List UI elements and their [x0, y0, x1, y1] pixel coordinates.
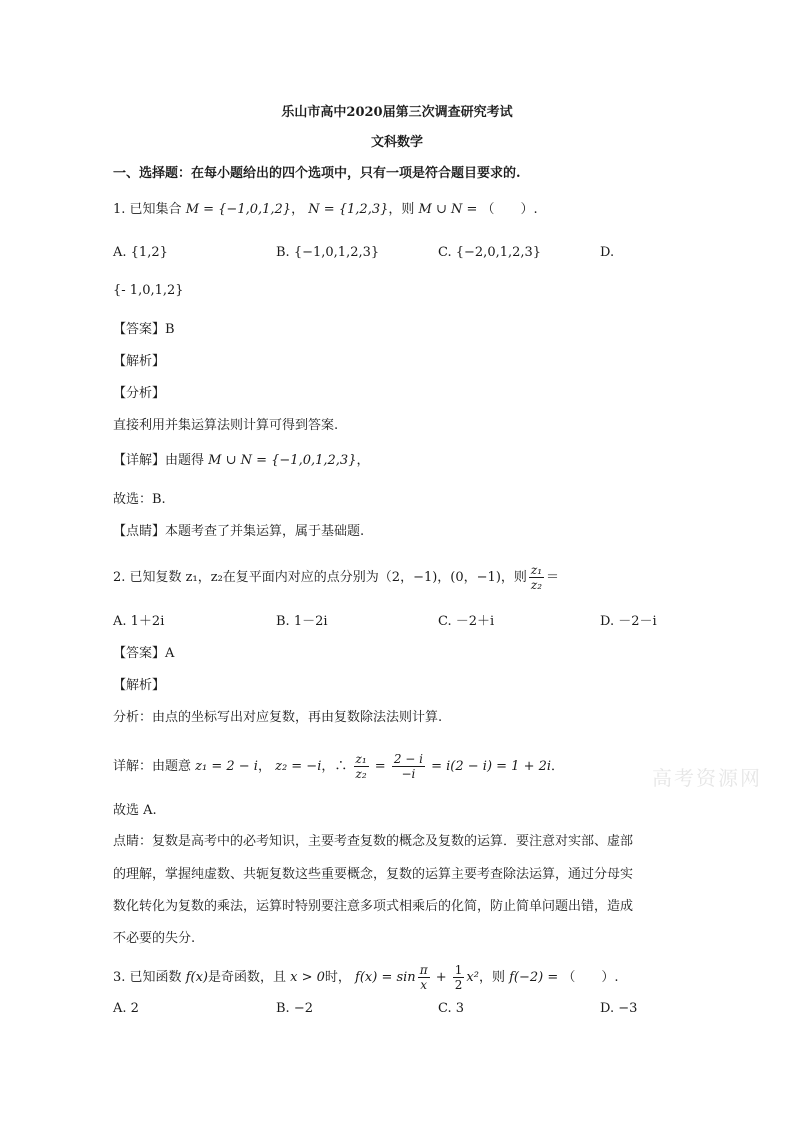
numerator: π — [419, 963, 428, 977]
q1-fenxi-text: 直接利用并集运算法则计算可得到答案. — [113, 418, 339, 433]
q1-option-d-value: {- 1,0,1,2} — [113, 283, 184, 298]
exam-subtitle: 文科数学 — [370, 135, 423, 150]
numerator: 1 — [454, 963, 463, 977]
punctuation: ， — [356, 453, 370, 468]
numerator: z₁ — [530, 563, 543, 577]
section-heading: 一、选择题：在每小题给出的四个选项中，只有一项是符合题目要求的. — [113, 166, 521, 181]
function-value: f(−2) — [509, 970, 544, 985]
fraction-pi-over-x — [418, 963, 430, 992]
equals-sign: = — [370, 759, 390, 774]
option-label: C. — [438, 245, 456, 260]
denominator: z₂ — [530, 578, 543, 592]
separator: ， — [291, 202, 309, 217]
option-value: {−1,0,1,2,3} — [293, 245, 380, 260]
question-2 — [113, 563, 559, 592]
q2-option-d — [600, 612, 657, 632]
detail-math: M ∪ N = {−1,0,1,2,3} — [208, 453, 357, 468]
q2-analysis-heading: 【解析】 — [113, 678, 166, 693]
option-value: −2 — [293, 1001, 313, 1016]
function-fx: f(x) — [185, 970, 208, 985]
question-text: ，则 — [388, 202, 419, 217]
denominator: x — [420, 978, 428, 992]
therefore-symbol: ，∴ — [321, 759, 352, 774]
q2-detail — [113, 752, 564, 781]
option-label: B. — [276, 1001, 294, 1016]
question-text: 已知集合 — [129, 202, 186, 217]
q2-option-b — [276, 612, 328, 632]
option-label: A. — [113, 1001, 131, 1016]
union-expression: M ∪ N — [418, 202, 463, 217]
q1-option-d — [600, 243, 614, 263]
q3-option-d — [600, 999, 637, 1019]
fraction-2-minus-i — [392, 752, 425, 781]
option-value: －2＋i — [455, 614, 495, 629]
option-value: 3 — [455, 1001, 465, 1016]
question-text: 已知函数 — [129, 970, 186, 985]
option-label: B. — [276, 614, 294, 629]
question-number: 3. — [113, 970, 130, 985]
option-label: C. — [438, 1001, 456, 1016]
question-text: 时， — [324, 970, 356, 985]
q2-option-c — [438, 612, 494, 632]
option-label: A. — [113, 245, 131, 260]
detail-label: 详解：由题意 — [113, 759, 196, 774]
option-label: A. — [113, 614, 131, 629]
option-value: −3 — [618, 1001, 638, 1016]
numerator: z₁ — [355, 752, 367, 766]
z2-expression: z₂ = −i — [275, 759, 322, 774]
q2-comment-line-2: 的理解，掌握纯虚数、共轭复数这些重要概念，复数的运算主要考查除法运算，通过分母实 — [113, 867, 634, 882]
condition: x > 0 — [290, 970, 325, 985]
q2-option-a — [113, 612, 164, 632]
numerator: 2 − i — [393, 752, 423, 766]
set-m: M = {−1,0,1,2} — [185, 202, 292, 217]
question-number: 1. — [113, 202, 130, 217]
option-value: 2 — [130, 1001, 139, 1016]
z1-expression: z₁ = 2 − i — [195, 759, 258, 774]
q3-option-b — [276, 999, 313, 1019]
denominator: 2 — [454, 978, 463, 992]
exam-title: 乐山市高中2020届第三次调查研究考试 — [281, 105, 513, 120]
q2-comment-line-3: 数化转化为复数的乘法，运算时特别要注意多项式相乘后的化简，防止简单问题出错，造成 — [113, 899, 634, 914]
q1-analysis-heading: 【解析】 — [113, 354, 166, 369]
separator: ， — [257, 759, 276, 774]
option-value: 1－2i — [293, 614, 328, 629]
equals-sign: ＝ — [546, 570, 560, 585]
q3-option-a — [113, 999, 139, 1019]
denominator: −i — [401, 767, 416, 781]
question-text: 是奇函数，且 — [207, 970, 291, 985]
option-label: D. — [600, 245, 615, 260]
option-value: 1＋2i — [130, 614, 165, 629]
q2-comment-line-1: 点睛：复数是高考中的必考知识，主要考查复数的概念及复数的运算．要注意对实部、虚部 — [113, 834, 634, 849]
option-label: C. — [438, 614, 456, 629]
option-label: D. — [600, 1001, 619, 1016]
option-value: －2－i — [618, 614, 657, 629]
result-expression: = i(2 − i) = 1 + 2i — [426, 759, 552, 774]
q1-detail — [113, 451, 369, 471]
fraction-z1-over-z2 — [529, 563, 544, 592]
punctuation: ． — [551, 759, 565, 774]
q2-comment-line-4: 不必要的失分. — [113, 931, 196, 946]
question-text: = （ ）. — [543, 970, 619, 985]
plus-sign: + — [431, 970, 451, 985]
fraction-z1-z2 — [354, 752, 369, 781]
question-text: 已知复数 z₁，z₂在复平面内对应的点分别为（2，−1)，(0，−1)，则 — [129, 570, 527, 585]
detail-label: 【详解】由题得 — [113, 453, 209, 468]
q1-comment: 【点睛】本题考查了并集运算，属于基础题. — [113, 524, 365, 539]
question-number: 2. — [113, 570, 130, 585]
set-n: N = {1,2,3} — [308, 202, 389, 217]
option-value: {1,2} — [130, 245, 168, 260]
watermark: 高考资源网 — [652, 766, 762, 790]
q1-fenxi-heading: 【分析】 — [113, 386, 166, 401]
question-3 — [113, 963, 619, 992]
option-value: {−2,0,1,2,3} — [455, 245, 542, 260]
q2-answer: 【答案】A — [113, 646, 175, 661]
q1-option-b — [276, 243, 379, 263]
question-text: = （ ）. — [462, 202, 538, 217]
q1-option-c — [438, 243, 541, 263]
question-1 — [113, 200, 538, 220]
fraction-one-half — [453, 963, 465, 992]
option-label: B. — [276, 245, 294, 260]
option-label: D. — [600, 614, 619, 629]
denominator: z₂ — [355, 767, 367, 781]
q2-fenxi: 分析：由点的坐标写出对应复数，再由复数除法法则计算. — [113, 710, 443, 725]
q1-conclusion: 故选：B. — [113, 492, 166, 507]
q2-conclusion: 故选 A. — [113, 803, 157, 818]
q1-option-a — [113, 243, 168, 263]
question-text: ，则 — [478, 970, 510, 985]
q1-answer: 【答案】B — [113, 322, 175, 337]
function-definition: f(x) = sin — [355, 970, 416, 985]
q3-option-c — [438, 999, 464, 1019]
x-squared: x² — [466, 970, 479, 985]
